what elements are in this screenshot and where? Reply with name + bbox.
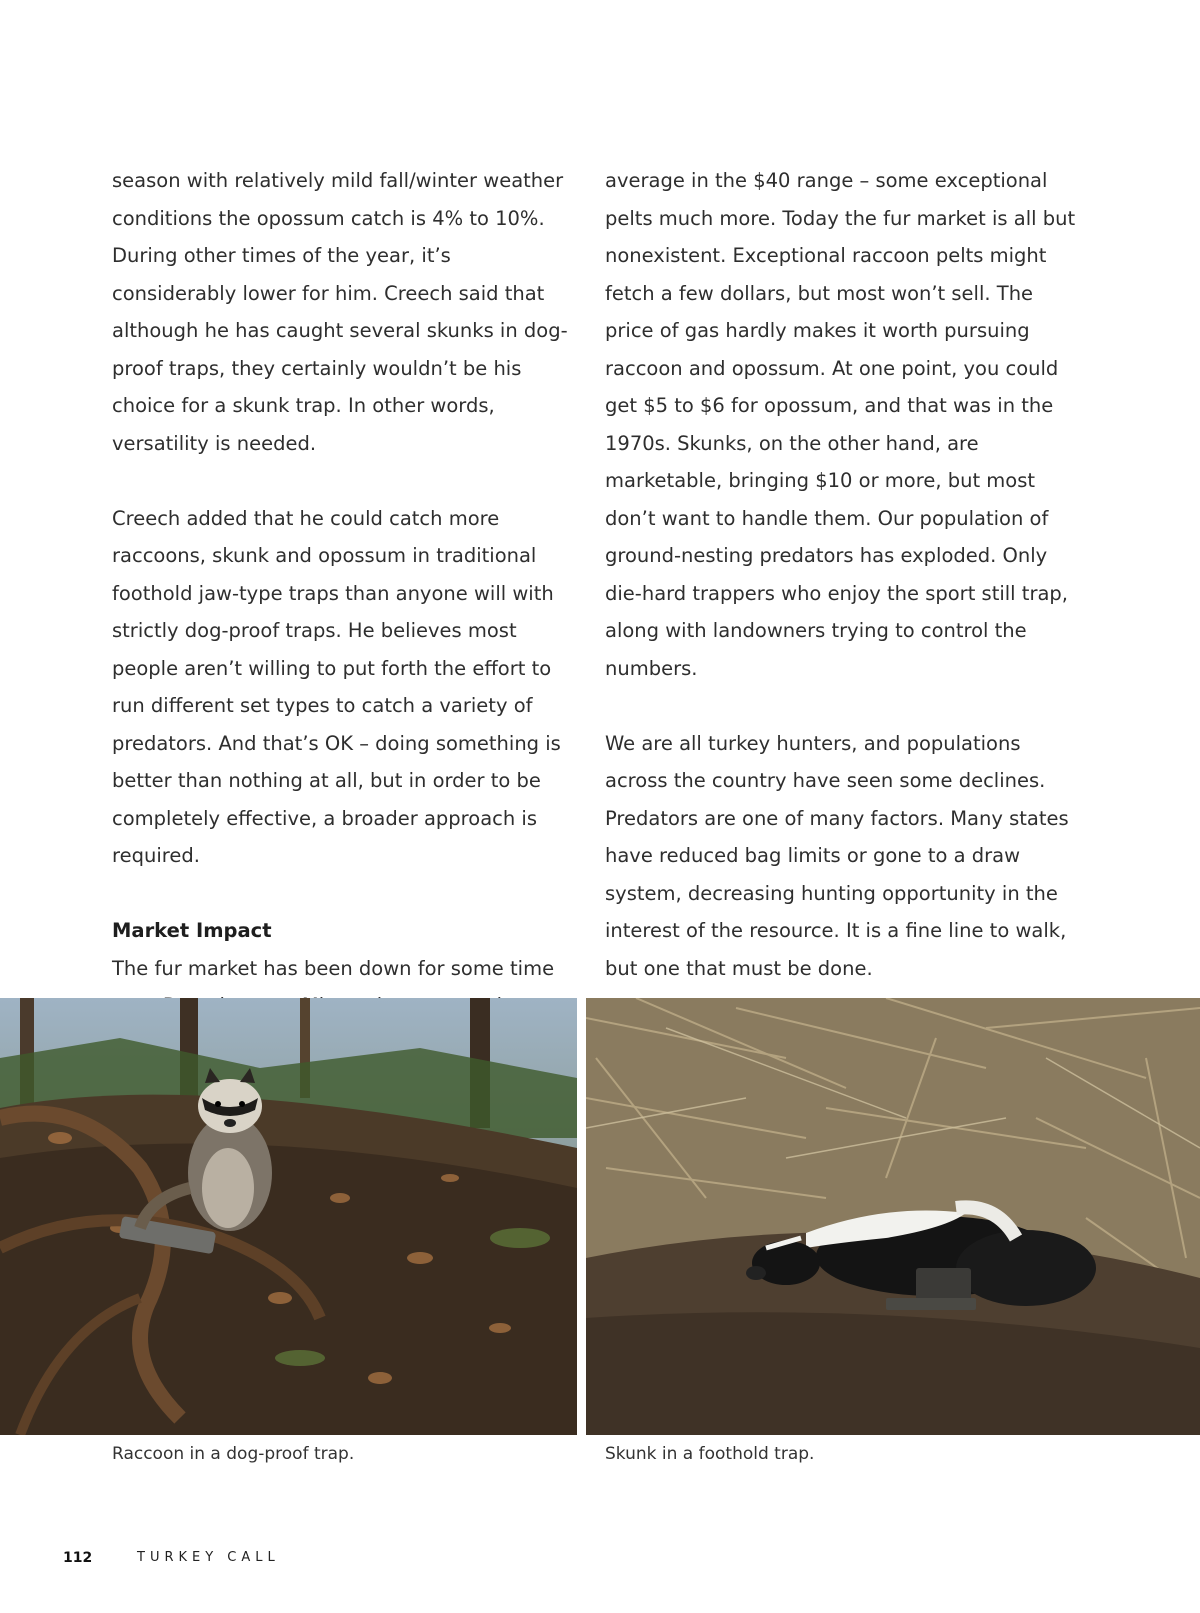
text-column-right xyxy=(605,162,1085,987)
skunk-photo xyxy=(586,998,1200,1435)
photo-caption-skunk: Skunk in a foothold trap. xyxy=(605,1444,815,1464)
body-paragraph: average in the $40 range – some exceptional pelts much more. Today the fur market is all but nonexistent. Exceptional raccoon pelts might fetch a few dollars, but most won’t sell. The price of gas hardly makes it worth pursuing raccoon and opossum. At one point, you could get $5 to $6 for opossum, and that was in the 1970s. Skunks, on the other hand, are marketable, bringing $10 or more, but most don’t want to handle them. Our population of ground-nesting predators has exploded. Only die-hard trappers who enjoy the sport still trap, along with landowners trying to control the numbers. xyxy=(605,169,1076,680)
body-paragraph: The fur market has been down for some time xyxy=(112,956,555,980)
section-heading: Market Impact xyxy=(112,919,272,942)
skunk-photo-image xyxy=(586,998,1200,1435)
raccoon-photo-image xyxy=(0,998,577,1435)
raccoon-photo xyxy=(0,998,577,1435)
body-paragraph: Creech added that he could catch more raccoons, skunk and opossum in traditional foothold jaw-type traps than anyone will with strictly dog-proof traps. He believes most people aren’t willing to put forth the effort to run different set types to catch a variety of predators. And that’s OK – doing something is better than nothing at all, but in order to be completely effective, a broader approach is required. xyxy=(112,506,561,867)
text-column-left xyxy=(112,162,574,1062)
body-paragraph: season with relatively mild fall/winter weather conditions the opossum catch is 4% to 10%. During other times of the year, it’s considerably lower for him. Creech said that although he has caught several skunks in dog-proof traps, they certainly wouldn’t be his choice for a skunk trap. In other words, versatility is needed. xyxy=(112,169,568,455)
body-paragraph: We are all turkey hunters, and populations across the country have seen some declines. Predators are one of many factors. Many states have reduced bag limits or gone to a draw system, decreasing hunting opportunity in the interest of the resource. It is a fine line to walk, but one that must be done. xyxy=(605,731,1069,980)
photo-caption-raccoon: Raccoon in a dog-proof trap. xyxy=(112,1444,355,1464)
page-number: 112 xyxy=(63,1550,93,1566)
magazine-name: TURKEY CALL xyxy=(137,1550,280,1565)
